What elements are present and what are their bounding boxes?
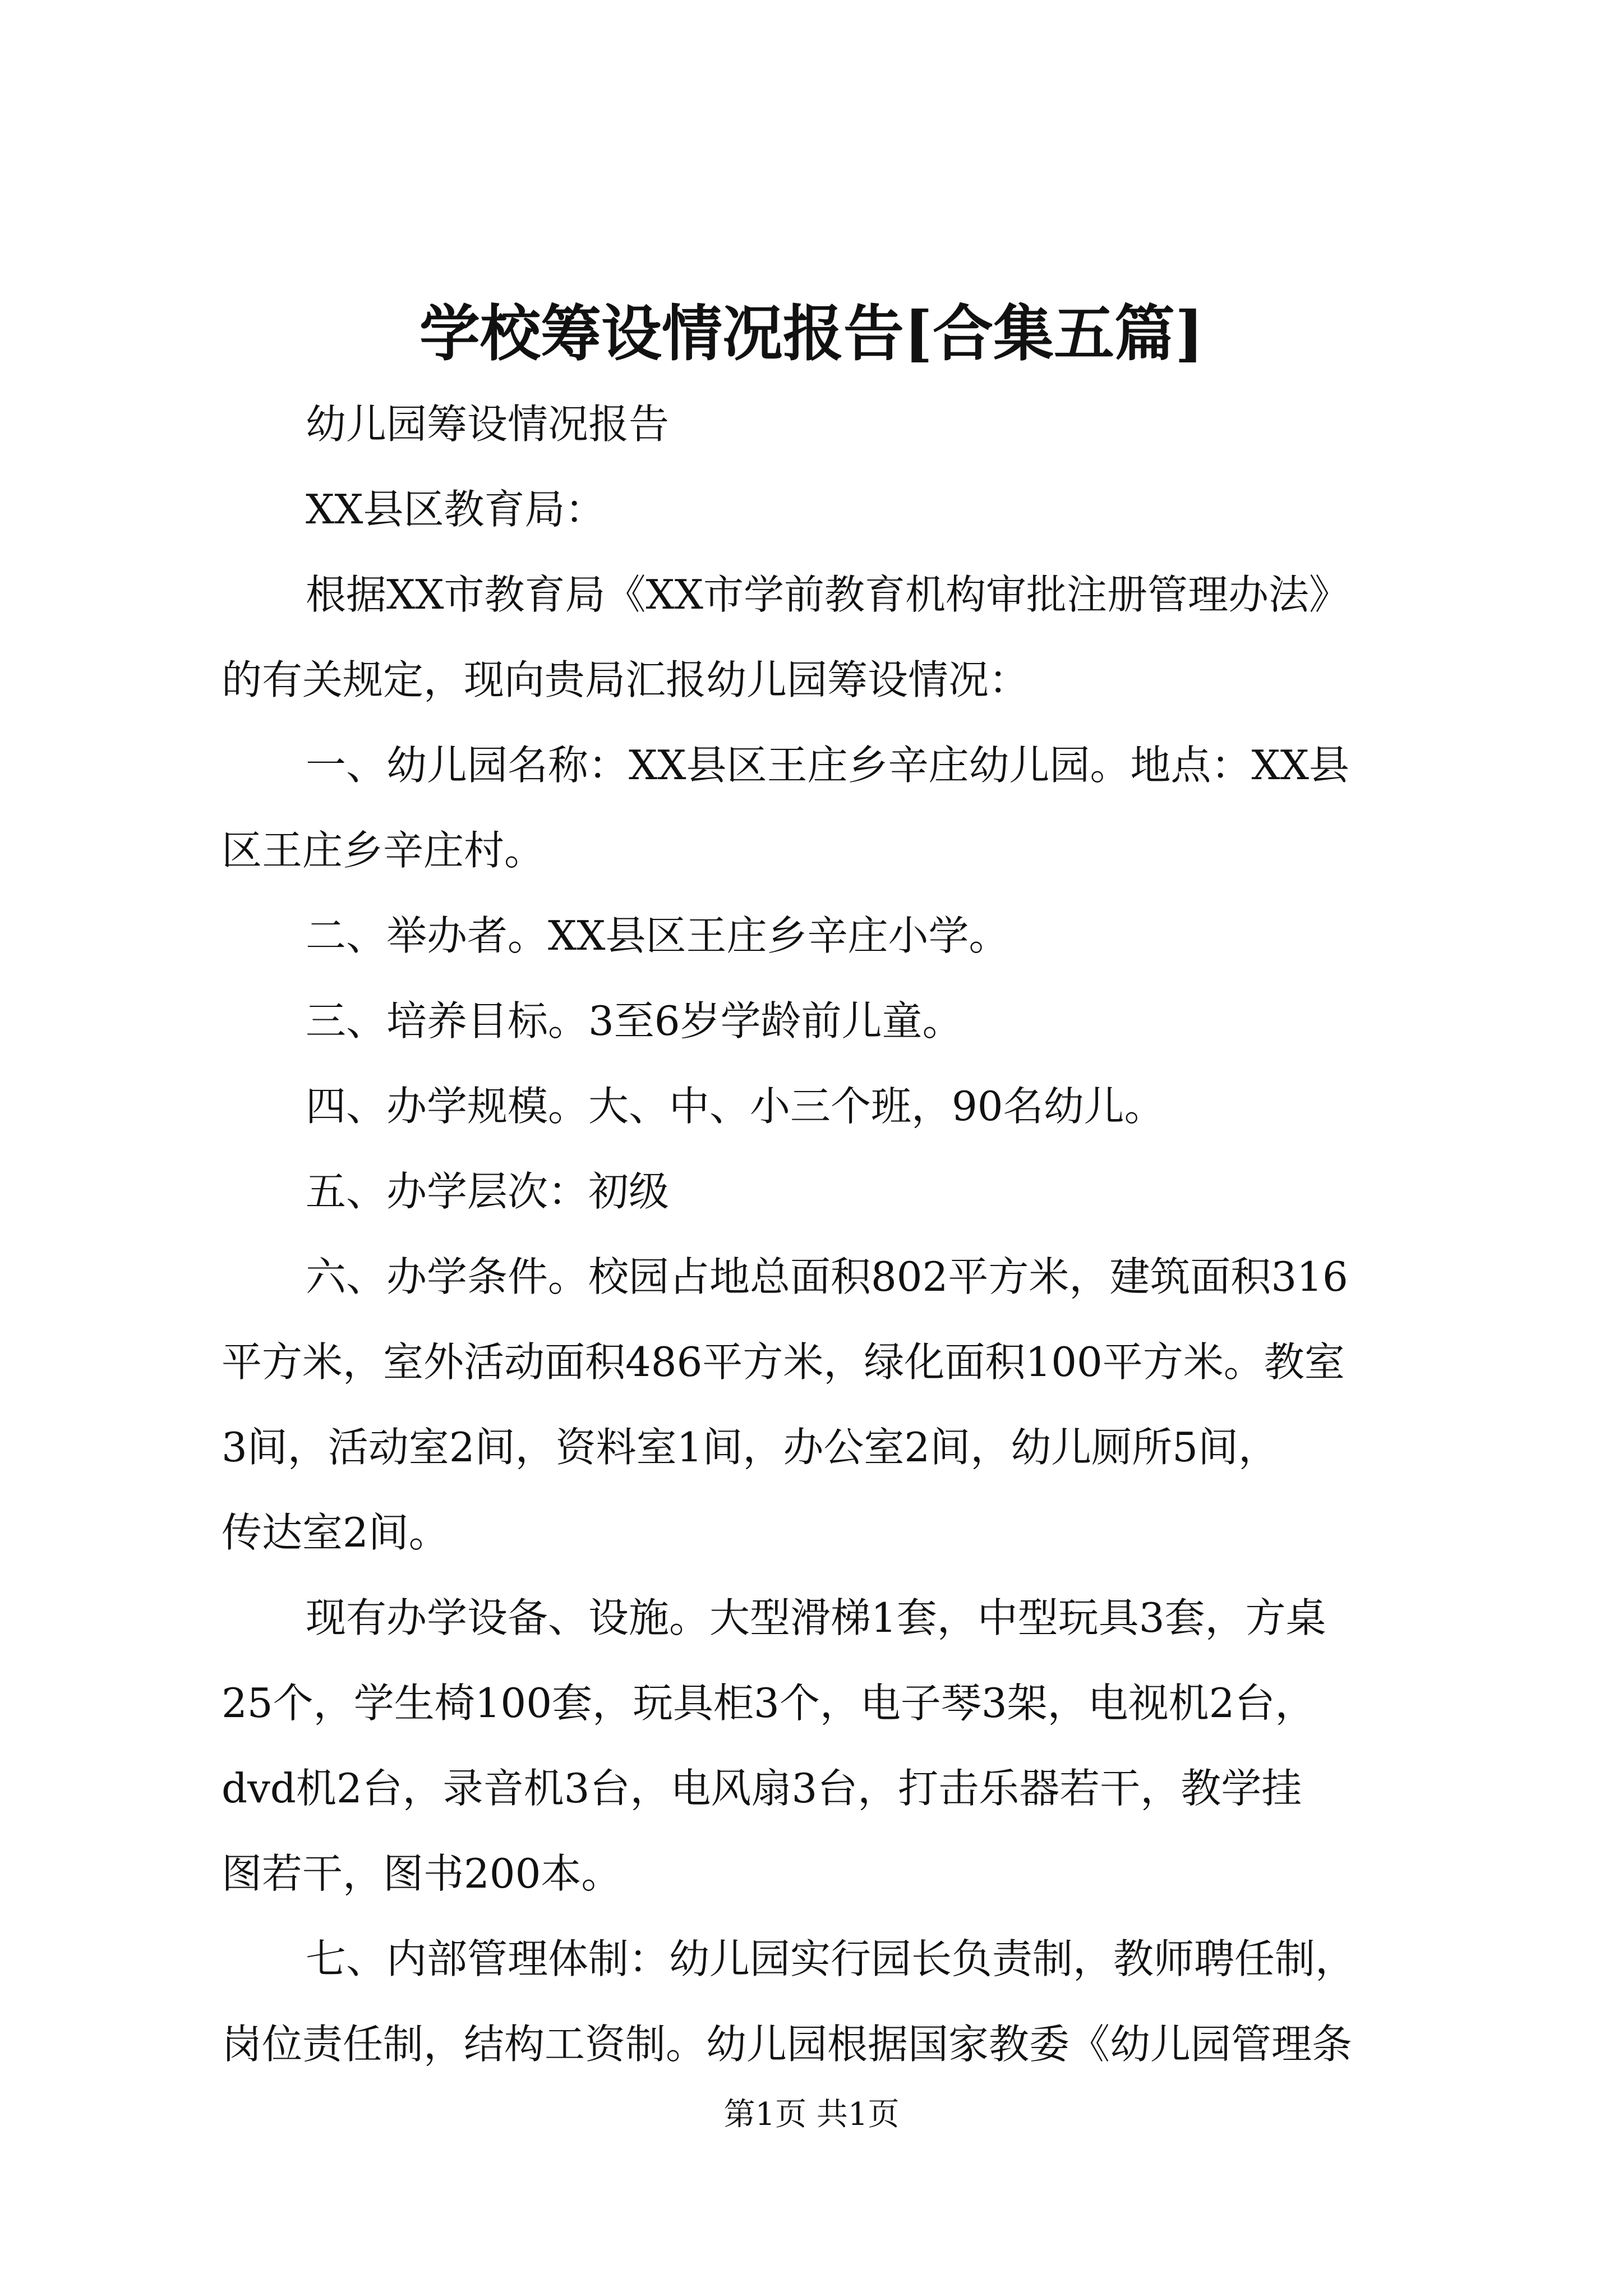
body-line: 根据XX市教育局《XX市学前教育机构审批注册管理办法》: [306, 571, 1350, 618]
body-line: XX县区教育局：: [306, 486, 606, 533]
document-title: 学校筹设情况报告[合集五篇]: [419, 298, 1204, 369]
body-line: 六、办学条件。校园占地总面积802平方米，建筑面积316: [306, 1253, 1348, 1300]
body-line: 区王庄乡辛庄村。: [222, 827, 545, 874]
body-line: 七、内部管理体制：幼儿园实行园长负责制，教师聘任制，: [306, 1935, 1356, 1982]
body-line: 三、培养目标。3至6岁学龄前儿童。: [306, 997, 963, 1045]
body-line: 一、幼儿园名称：XX县区王庄乡辛庄幼儿园。地点：XX县: [306, 742, 1350, 789]
body-line: 传达室2间。: [222, 1509, 449, 1556]
body-line: 岗位责任制，结构工资制。幼儿园根据国家教委《幼儿园管理条: [222, 2021, 1353, 2068]
body-line: 的有关规定，现向贵局汇报幼儿园筹设情况：: [222, 656, 1030, 703]
body-line: 五、办学层次：初级: [306, 1168, 670, 1215]
body-line: 3间，活动室2间，资料室1间，办公室2间，幼儿厕所5间，: [222, 1424, 1279, 1471]
page-footer: 第1页 共1页: [723, 2096, 900, 2133]
document-body: [222, 381, 1427, 2087]
body-line: 图若干，图书200本。: [222, 1850, 622, 1897]
body-line: 四、办学规模。大、中、小三个班，90名幼儿。: [306, 1083, 1165, 1130]
body-line: 现有办学设备、设施。大型滑梯1套，中型玩具3套，方桌: [306, 1594, 1326, 1641]
body-line: 二、举办者。XX县区王庄乡辛庄小学。: [306, 912, 1009, 959]
body-line: dvd机2台，录音机3台，电风扇3台，打击乐器若干，教学挂: [222, 1765, 1302, 1812]
body-line: 幼儿园筹设情况报告: [306, 401, 670, 448]
body-line: 25个，学生椅100套，玩具柜3个，电子琴3架，电视机2台，: [222, 1680, 1316, 1727]
body-line: 平方米，室外活动面积486平方米，绿化面积100平方米。教室: [222, 1338, 1345, 1386]
